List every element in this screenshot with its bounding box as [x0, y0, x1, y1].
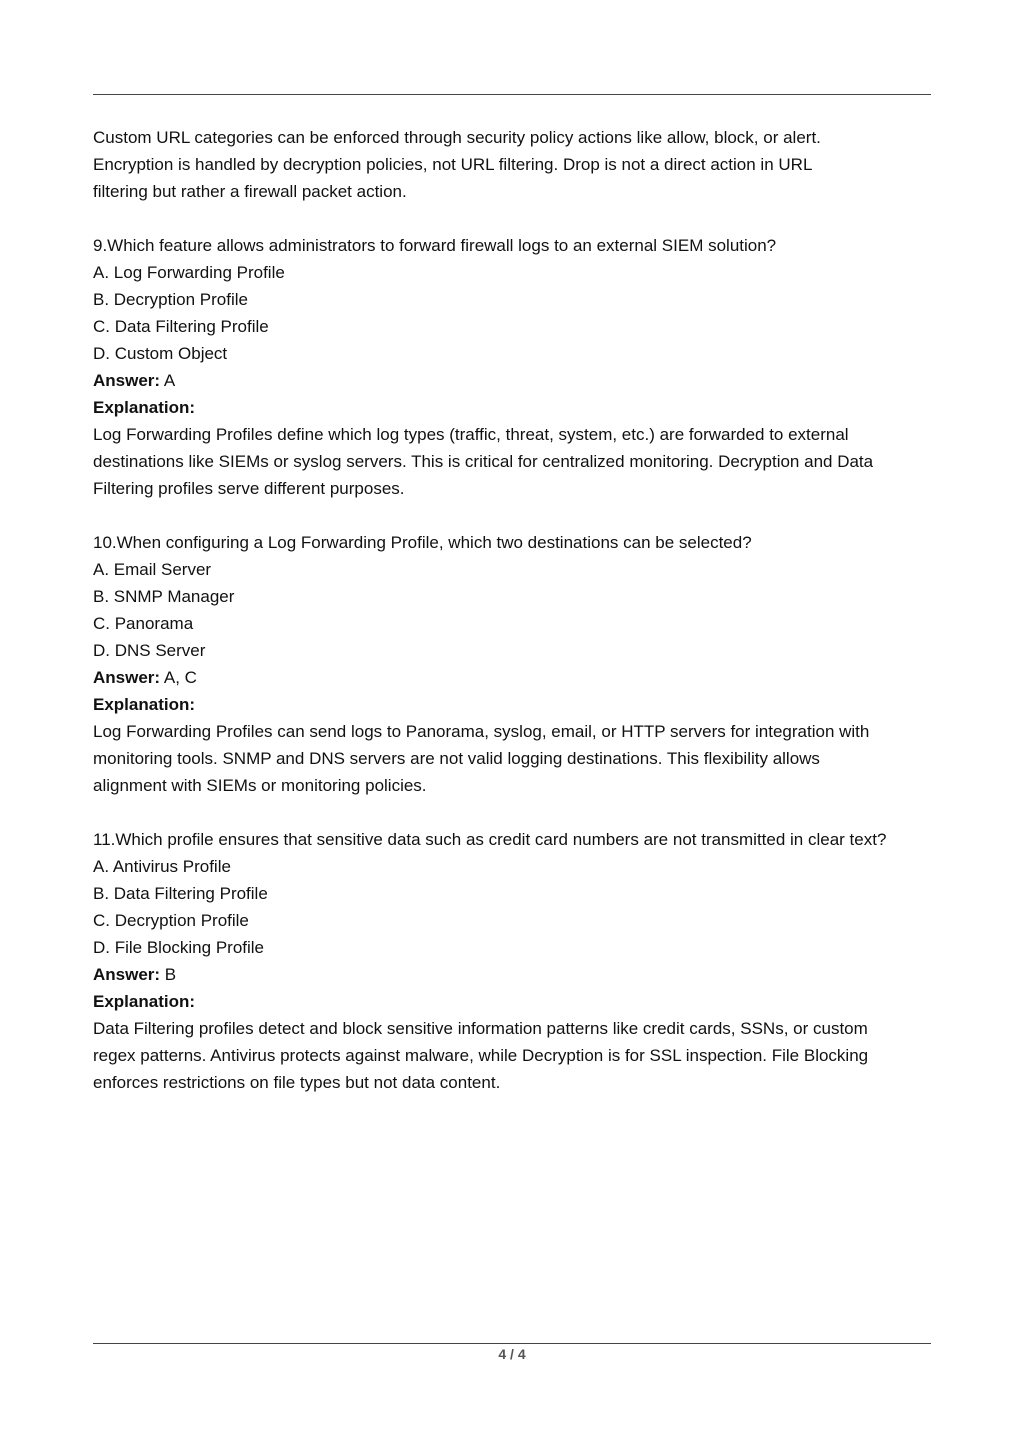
explanation-text-line: Log Forwarding Profiles can send logs to Panorama, syslog, email, or HTTP servers for integration with — [93, 722, 870, 741]
footer-rule — [93, 1343, 931, 1344]
answer-value: A, C — [160, 668, 197, 687]
question-text: 11.Which profile ensures that sensitive data such as credit card numbers are not transmitted in clear text? — [93, 830, 887, 849]
question-text: 9.Which feature allows administrators to forward firewall logs to an external SIEM solution? — [93, 236, 777, 255]
header-rule — [93, 94, 931, 95]
explanation-text-line: Log Forwarding Profiles define which log types (traffic, threat, system, etc.) are forwarded to external — [93, 425, 849, 444]
explanation-text-line: Filtering profiles serve different purposes. — [93, 479, 405, 498]
answer-line — [93, 961, 953, 988]
page-number: 4 / 4 — [498, 1346, 526, 1362]
answer-value: B — [160, 965, 177, 984]
explanation-text-line: destinations like SIEMs or syslog servers. This is critical for centralized monitoring. Decryption and Data — [93, 452, 874, 471]
explanation-label — [93, 394, 953, 421]
answer-option: C. Data Filtering Profile — [93, 317, 269, 336]
answer-option: A. Log Forwarding Profile — [93, 263, 285, 282]
intro-text-line: Custom URL categories can be enforced through security policy actions like allow, block, or alert. — [93, 128, 821, 147]
answer-label: Answer: — [93, 965, 161, 984]
explanation-heading: Explanation: — [93, 695, 196, 714]
explanation-label — [93, 691, 953, 718]
answer-value: A — [160, 371, 176, 390]
answer-option: D. Custom Object — [93, 344, 228, 363]
explanation-label — [93, 988, 953, 1015]
answer-option: D. File Blocking Profile — [93, 938, 265, 957]
answer-option: B. SNMP Manager — [93, 587, 235, 606]
intro-text-line: filtering but rather a firewall packet action. — [93, 182, 407, 201]
answer-option: B. Data Filtering Profile — [93, 884, 268, 903]
answer-option: A. Antivirus Profile — [93, 857, 231, 876]
answer-option: D. DNS Server — [93, 641, 206, 660]
explanation-heading: Explanation: — [93, 398, 196, 417]
explanation-text-line: Data Filtering profiles detect and block sensitive information patterns like credit cards, SSNs, or custom — [93, 1019, 868, 1038]
answer-line — [93, 367, 953, 394]
question-text: 10.When configuring a Log Forwarding Profile, which two destinations can be selected? — [93, 533, 752, 552]
answer-option: A. Email Server — [93, 560, 212, 579]
explanation-heading: Explanation: — [93, 992, 196, 1011]
answer-line — [93, 664, 953, 691]
explanation-text-line: monitoring tools. SNMP and DNS servers are not valid logging destinations. This flexibility allows — [93, 749, 820, 768]
page-content — [93, 124, 953, 1096]
explanation-text-line: enforces restrictions on file types but not data content. — [93, 1073, 501, 1092]
intro-text-line: Encryption is handled by decryption policies, not URL filtering. Drop is not a direct action in URL — [93, 155, 813, 174]
explanation-text-line: alignment with SIEMs or monitoring policies. — [93, 776, 427, 795]
answer-option: C. Decryption Profile — [93, 911, 249, 930]
explanation-text-line: regex patterns. Antivirus protects against malware, while Decryption is for SSL inspection. File Blocking — [93, 1046, 869, 1065]
answer-option: C. Panorama — [93, 614, 194, 633]
answer-option: B. Decryption Profile — [93, 290, 248, 309]
answer-label: Answer: — [93, 371, 161, 390]
answer-label: Answer: — [93, 668, 161, 687]
